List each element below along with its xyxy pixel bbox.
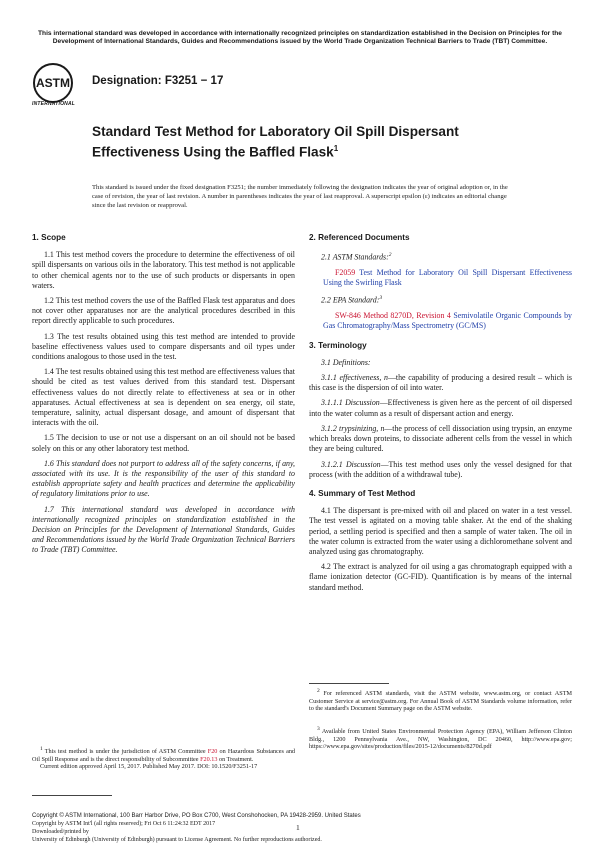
footnote-3-text: Available from United States Environmental Protection Agency (EPA), William Jefferson Clinton Bldg., 1200 Pennsylvania Ave., NW, Washington, DC 20460, http://www.epa.gov; https://www.epa.gov/sites/production/files/2015-12/documents/8270d.pdf xyxy=(309,728,572,751)
term-3-1-2-def: —the process of cell dissociation using trypsin, an enzyme which breaks down proteins, to dissociate adherent cells from the vessel in which they are being cultured. xyxy=(309,423,572,454)
link-f20-13[interactable]: F20.13 xyxy=(200,755,218,763)
term-3-1-1-def: —the capability of producing a desired result – which is this case is the dispersion of oil into water. xyxy=(309,373,573,393)
footnote-2: $^2$ For referenced ASTM standards, visit the ASTM website, www.astm.org, or contact ASTM Customer Service at service@astm.org. For Annual Book of ASTM Standards volume information, refer to the standard's Document Summary page on the ASTM website. xyxy=(309,688,572,713)
term-3-1: 3.1 Definitions: xyxy=(321,357,371,367)
para-1-4: 1.4 The test results obtained using this test method are effectiveness values that should be cited as test values derived from this standard test. Dispersant effectiveness values do not directly relate to effectiveness at sea or in other apparatuses. Actual effectiveness at sea is dependent on sea energy, oil state, temperature, salinity, actual dispersant dosage, and amount of dispersant that interacts with the oil. xyxy=(32,367,295,428)
term-3-1-1 xyxy=(309,373,572,393)
ref-sw846 xyxy=(309,311,572,331)
document-title xyxy=(92,124,512,161)
link-sw846-title[interactable]: Semivolatile Organic Compounds by Gas Chromatography/Mass Spectrometry (GC/MS) xyxy=(323,311,572,331)
left-column xyxy=(32,233,295,561)
link-f2059[interactable]: F2059 xyxy=(335,268,356,278)
page-footer xyxy=(32,812,572,844)
term-3-1-2-1-def: —This test method uses only the vessel designed for that process (with the addition of a withdrawal tube). xyxy=(309,459,573,479)
para-1-6: 1.6 This standard does not purport to address all of the safety concerns, if any, associated with its use. It is the responsibility of the user of this standard to establish appropriate safety and health practices and determine the applicability of regulatory limitations prior to use. xyxy=(32,458,295,499)
para-1-5: 1.5 The decision to use or not use a dispersant on an oil should not be based solely on this or any other laboratory test method. xyxy=(32,433,295,453)
summary-4-2: 4.2 The extract is analyzed for oil using a gas chromatograph equipped with a flame ionization detector (GC-FID). Quantification is by means of the internal standard method. xyxy=(309,562,572,592)
ref-2-2 xyxy=(309,293,572,306)
footnote-rule-right xyxy=(309,683,389,684)
section-heading-scope: 1. Scope xyxy=(32,233,66,242)
footnote-3: $^3$ Available from United States Environmental Protection Agency (EPA), William Jefferson Clinton Bldg., 1200 Pennsylvania Ave., NW, Washington, DC 20460, http://www.epa.gov; https://www.epa.gov/sites/production/files/2015-12/documents/8270d.pdf xyxy=(309,726,572,751)
term-3-1-1-1-def: —Effectiveness is given here as the percent of oil dispersed into the water column as a result of dispersant action and energy. xyxy=(309,398,572,418)
term-3-1-2-1-term: 3.1.2.1 Discussion xyxy=(321,459,381,469)
footer-line-2: Downloaded/printed by xyxy=(32,829,89,835)
astm-logo-icon xyxy=(32,62,74,106)
footnote-1-text-a: This test method is under the jurisdiction of ASTM Committee xyxy=(44,748,208,756)
ref-2-1-sup: 2 xyxy=(388,252,392,259)
footer-line-1: Copyright by ASTM Int'l (all rights reserved); Fri Oct 6 11:24:32 EDT 2017 xyxy=(32,821,216,827)
logo-caption: INTERNATIONAL xyxy=(32,101,76,107)
term-3-1-1-1-term: 3.1.1.1 Discussion xyxy=(321,398,380,408)
para-1-3: 1.3 The test results obtained using this test method are intended to provide baseline effectiveness values used to compare dispersants and oil types under conditions analogous to those used in the test. xyxy=(32,331,295,362)
section-heading-summary: 4. Summary of Test Method xyxy=(309,488,416,498)
section-heading-referenced-documents: 2. Referenced Documents xyxy=(309,233,410,242)
link-f2059-title[interactable]: Test Method for Laboratory Oil Spill Dispersant Effectiveness Using the Swirling Flask xyxy=(323,268,572,288)
right-column xyxy=(309,233,572,598)
footer-copyright: Copyright © ASTM International, 100 Barr Harbor Drive, PO Box C700, West Conshohocken, PA 19428-2959. United States xyxy=(32,813,361,819)
footnote-1-text-c: on Treatment. xyxy=(217,755,254,763)
intro-paragraph: This standard is issued under the fixed designation F3251; the number immediately following the designation indicates the year of original adoption or, in the case of revision, the year of last revision. A number in parentheses indicates the year of last reapproval. A superscript epsilon (ε) indicates an editorial change since the last revision or reapproval. xyxy=(92,184,508,209)
ref-2-2-sup: 3 xyxy=(379,295,383,302)
footnote-1: $^1$ This test method is under the jurisdiction of ASTM Committee F20 on Hazardous Substances and Oil Spill Response and is the direct responsibility of Subcommittee F20.13 on Treatment. Current edition approved April 15, 2017. Published May 2017. DOI: 10.1520/F3251-17 xyxy=(32,746,296,771)
term-3-1-1-1 xyxy=(309,398,572,418)
link-f20[interactable]: F20 xyxy=(207,748,218,756)
summary-4-1: 4.1 The dispersant is pre-mixed with oil and placed on water in a test vessel. The test vessel is agitated on a moving table shaker. At the end of the shaking period, a settling period is specified and then a sample of water taken. The oil in the water column is extracted from the water using a dichloromethane solvent and analyzed using gas chromatography. xyxy=(309,506,572,556)
page-number: 1 xyxy=(296,823,300,832)
term-3-1-1-term: 3.1.1 effectiveness, n xyxy=(321,373,389,383)
term-3-1-2-term: 3.1.2 trypsinizing, n xyxy=(321,423,385,433)
footnote-2-text: For referenced ASTM standards, visit the ASTM website, www.astm.org, or contact ASTM Customer Service at service@astm.org. For Annual Book of ASTM Standards volume information, refer to the standard's Document Summary page on the ASTM website. xyxy=(309,690,572,713)
footnote-1-edition: Current edition approved April 15, 2017. Published May 2017. DOI: 10.1520/F3251-17 xyxy=(40,763,258,771)
ref-f2059 xyxy=(309,268,572,288)
para-1-2: 1.2 This test method covers the use of the Baffled Flask test apparatus and does not cover other apparatuses nor are the analytical procedures described in this report directly applicable to such procedures. xyxy=(32,296,295,326)
top-notice: This international standard was developed in accordance with internationally recognized principles on standardization established in the Decision on Principles for the Development of International Standards, Guides and Recommendations issued by the World Trade Organization Technical Barriers to Trade (TBT) Committee. xyxy=(38,30,562,45)
title-footnote-ref: 1 xyxy=(333,143,339,153)
footer-line-3: University of Edinburgh (University of Edinburgh) pursuant to License Agreement. No further reproductions authorized. xyxy=(32,837,322,843)
footnote-rule-left xyxy=(32,795,112,796)
term-3-1-2-1 xyxy=(309,460,572,480)
para-1-1: 1.1 This test method covers the procedure to determine the effectiveness of oil spill dispersants on various oils in the laboratory. This test method is not applicable to other chemical agents nor to the use of such products or dispersants in open waters. xyxy=(32,250,295,290)
section-heading-terminology: 3. Terminology xyxy=(309,340,367,350)
title-text: Standard Test Method for Laboratory Oil Spill Dispersant Effectiveness Using the Baffled Flask xyxy=(92,124,459,160)
link-sw846[interactable]: SW-846 Method 8270D, Revision 4 xyxy=(335,311,451,321)
para-1-7: 1.7 This international standard was developed in accordance with internationally recognized principles on standardization established in the Decision on Principles for the Development of International Standards, Guides and Recommendations issued by the World Trade Organization Technical Barriers to Trade (TBT) Committee. xyxy=(32,504,295,555)
ref-2-1 xyxy=(309,250,572,263)
designation: Designation: F3251 − 17 xyxy=(92,75,224,87)
ref-2-1-text: 2.1 ASTM Standards: xyxy=(321,252,389,262)
svg-text:ASTM: ASTM xyxy=(36,76,70,90)
ref-2-2-text: 2.2 EPA Standard: xyxy=(321,296,380,306)
footnote-1-text-b: on Hazardous Substances and Oil Spill Response and is the direct responsibility of Subcommittee xyxy=(32,748,296,763)
term-3-1-2 xyxy=(309,424,572,455)
